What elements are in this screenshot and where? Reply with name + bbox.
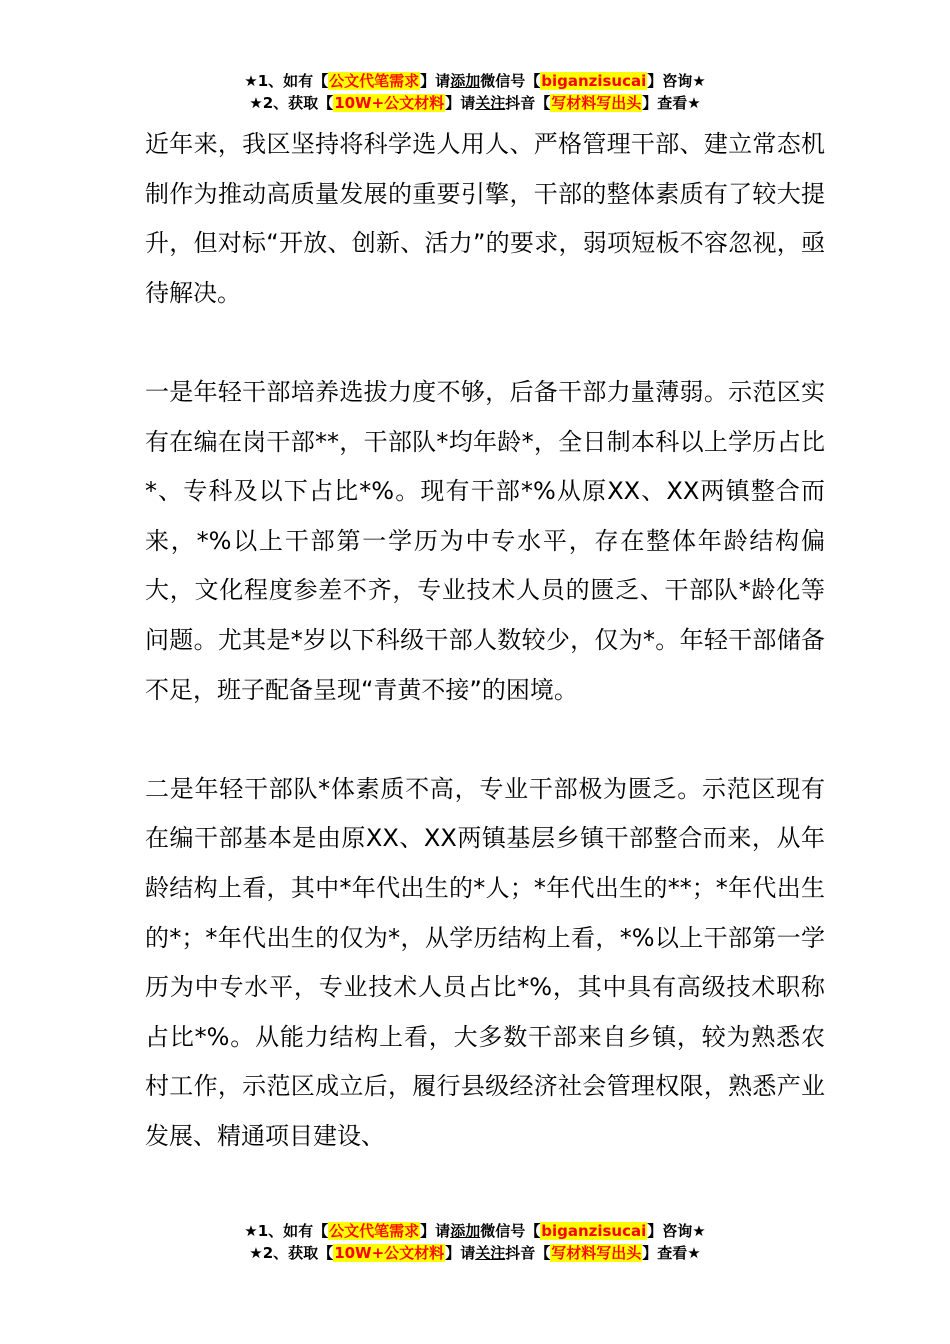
footer-line-1-highlight-wechat: biganzisucai <box>541 1222 647 1240</box>
banner-line-1-suffix: 】咨询★ <box>647 72 706 90</box>
footer-line-2-suffix: 】查看★ <box>642 1244 701 1262</box>
banner-line-1-prefix: ★1、如有【 <box>244 72 329 90</box>
footer-banner-line-2 <box>0 1242 950 1264</box>
paragraph-point-one: 一是年轻干部培养选拔力度不够，后备干部力量薄弱。示范区实有在编在岗干部**，干部队*均年龄*，全日制本科以上学历占比*、专科及以下占比*%。现有干部*%从原XX、XX两镇整合而来，*%以上干部第一学历为中专水平，存在整体年龄结构偏大，文化程度参差不齐，专业技术人员的匮乏、干部队*龄化等问题。尤其是*岁以下科级干部人数较少，仅为*。年轻干部储备不足，班子配备呈现“青黄不接”的困境。 <box>145 377 825 704</box>
banner-line-2 <box>0 92 950 114</box>
footer-banner <box>0 1220 950 1264</box>
footer-line-2-highlight-douyin: 写材料写出头 <box>551 1244 642 1262</box>
footer-line-2-text: 】请 <box>445 1244 476 1262</box>
footer-line-1-text: 】请 <box>420 1222 451 1240</box>
banner-line-2-emphasis: 关注 <box>475 94 506 112</box>
footer-line-1-emphasis: 添加 <box>450 1222 481 1240</box>
footer-line-2-emphasis: 关注 <box>475 1244 506 1262</box>
banner-line-2-highlight-materials: 10W+公文材料 <box>334 94 445 112</box>
banner-line-1-highlight-wechat: biganzisucai <box>541 72 647 90</box>
banner-line-1-text: 】请 <box>420 72 451 90</box>
footer-line-1-prefix: ★1、如有【 <box>244 1222 329 1240</box>
footer-line-1-suffix: 】咨询★ <box>647 1222 706 1240</box>
header-banner <box>0 70 950 114</box>
banner-line-2-highlight-douyin: 写材料写出头 <box>551 94 642 112</box>
document-body <box>145 120 825 1161</box>
footer-line-2-text-2: 抖音【 <box>505 1244 551 1262</box>
banner-line-1 <box>0 70 950 92</box>
footer-line-1-highlight-service: 公文代笔需求 <box>329 1222 420 1240</box>
paragraph-point-two: 二是年轻干部队*体素质不高，专业干部极为匮乏。示范区现有在编干部基本是由原XX、XX两镇基层乡镇干部整合而来，从年龄结构上看，其中*年代出生的*人；*年代出生的**；*年代出生的*；*年代出生的仅为*，从学历结构上看，*%以上干部第一学历为中专水平，专业技术人员占比*%，其中具有高级技术职称占比*%。从能力结构上看，大多数干部来自乡镇，较为熟悉农村工作，示范区成立后，履行县级经济社会管理权限，熟悉产业发展、精通项目建设、 <box>145 774 825 1150</box>
banner-line-1-text-2: 微信号【 <box>480 72 541 90</box>
footer-line-1-text-2: 微信号【 <box>480 1222 541 1240</box>
banner-line-1-emphasis: 添加 <box>450 72 481 90</box>
banner-line-2-suffix: 】查看★ <box>642 94 701 112</box>
banner-line-2-prefix: ★2、获取【 <box>249 94 334 112</box>
footer-line-2-highlight-materials: 10W+公文材料 <box>334 1244 445 1262</box>
paragraph-intro: 近年来，我区坚持将科学选人用人、严格管理干部、建立常态机制作为推动高质量发展的重要引擎，干部的整体素质有了较大提升，但对标“开放、创新、活力”的要求，弱项短板不容忽视，亟待解决。 <box>145 130 825 307</box>
banner-line-2-text: 】请 <box>445 94 476 112</box>
banner-line-1-highlight-service: 公文代笔需求 <box>329 72 420 90</box>
footer-banner-line-1 <box>0 1220 950 1242</box>
footer-line-2-prefix: ★2、获取【 <box>249 1244 334 1262</box>
banner-line-2-text-2: 抖音【 <box>505 94 551 112</box>
